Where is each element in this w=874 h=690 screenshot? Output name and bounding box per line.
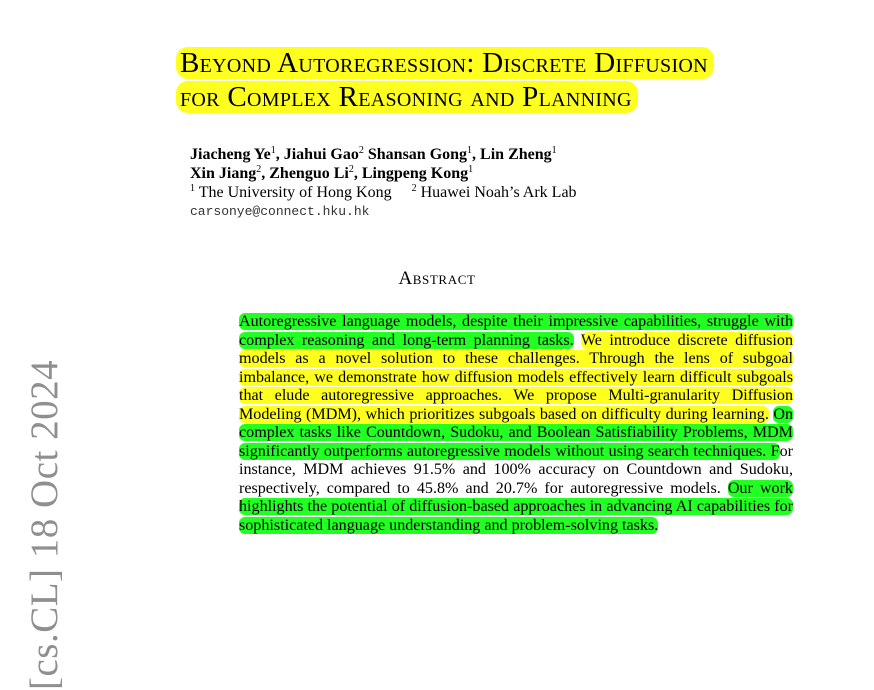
author-name: , Lin Zheng [472, 146, 552, 163]
author-name: Xin Jiang [190, 165, 257, 182]
author-line-1 [190, 145, 710, 164]
affiliation-line [190, 183, 710, 202]
title-line-2: for Complex Reasoning and Planning [176, 81, 638, 113]
abstract-body [239, 313, 793, 535]
author-name: , Zhenguo Li [261, 165, 349, 182]
author-email: carsonye@connect.hku.hk [190, 204, 370, 219]
affiliation-name: The University of Hong Kong [195, 184, 392, 201]
author-name: Shansan Gong [363, 146, 468, 163]
author-name: , Lingpeng Kong [353, 165, 469, 182]
author-line-2 [190, 164, 710, 183]
abstract-sentence-highlight-green: Autoregressive language models, despite their impressive capabilities, struggle with complex reasoning and long-term planning tasks. [239, 313, 793, 349]
author-affiliation-mark: 1 [270, 145, 276, 156]
author-affiliation-mark: 2 [358, 145, 364, 156]
author-name: , Jiahui Gao [275, 146, 359, 163]
author-affiliation-mark: 2 [348, 164, 354, 175]
author-affiliation-mark: 1 [551, 145, 557, 156]
abstract-sentence-highlight-yellow: We introduce discrete diffusion models as a novel solution to these challenges. Through the lens of subgoal imbalance, we demonstrate how diffusion models effectively learn difficult subgoals that elude autoregressive approaches. We propose Multi-granularity Diffusion Modeling (MDM), which prioritizes subgoals based on difficulty during learning. [239, 331, 793, 423]
author-affiliation-mark: 1 [468, 164, 474, 175]
author-block [190, 145, 710, 222]
abstract-sentence-highlight-green: On complex tasks like Countdown, Sudoku, and Boolean Satisfiability Problems, MDM significantly outperforms autoregressive models without using search techniques. F [239, 405, 793, 460]
affiliation-mark: 1 [190, 183, 195, 194]
abstract-sentence: or instance, MDM achieves 91.5% and 100% accuracy on Countdown and Sudoku, respectively, compared to 45.8% and 20.7% for autoregressive models. [239, 442, 793, 497]
author-name: Jiacheng Ye [190, 146, 271, 163]
abstract-sentence-highlight-green: Our work highlights the potential of diffusion-based approaches in advancing AI capabilities for sophisticated language understanding and problem-solving tasks. [239, 479, 793, 534]
arxiv-sidebar-stamp: [cs.CL] 18 Oct 2024 [23, 359, 66, 690]
title-line-1: Beyond Autoregression: Discrete Diffusion [176, 47, 714, 79]
affiliation-name: Huawei Noah’s Ark Lab [416, 184, 577, 201]
affiliation-mark: 2 [411, 183, 417, 194]
author-affiliation-mark: 1 [467, 145, 473, 156]
paper-title [176, 46, 866, 114]
abstract-heading: Abstract [398, 268, 476, 289]
author-affiliation-mark: 2 [256, 164, 262, 175]
